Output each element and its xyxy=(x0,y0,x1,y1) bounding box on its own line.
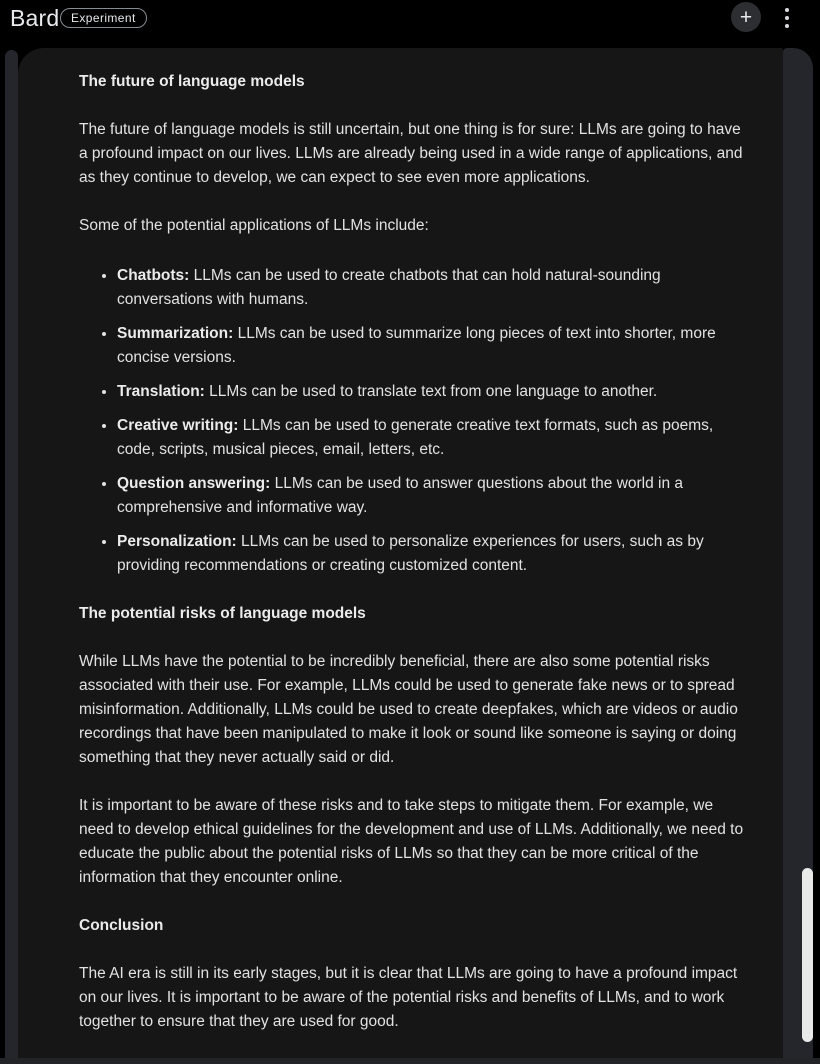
list-item-label: Translation: xyxy=(117,383,205,400)
bullet-list xyxy=(79,263,747,578)
kebab-menu-icon xyxy=(785,16,789,20)
list-item-label: Chatbots: xyxy=(117,267,190,284)
section-heading: The potential risks of language models xyxy=(79,605,366,622)
overflow-menu-button[interactable] xyxy=(780,7,793,29)
list-item: • Personalization: LLMs can be used to personalize experiences for users, such as by providing recommendations or creating customized content. xyxy=(117,529,747,578)
bard-logo: Bard xyxy=(10,5,60,31)
experiment-badge: Experiment xyxy=(60,8,147,28)
list-item-label: Personalization: xyxy=(117,533,237,550)
plus-icon: + xyxy=(739,5,753,29)
section-heading: Conclusion xyxy=(79,917,164,934)
list-item: • Translation: LLMs can be used to translate text from one language to another. xyxy=(117,379,747,404)
list-item: • Summarization: LLMs can be used to summarize long pieces of text into shorter, more concise versions. xyxy=(117,321,747,370)
paragraph: The AI era is still in its early stages, but it is clear that LLMs are going to have a profound impact on our lives. It is important to be aware of the potential risks and benefits of LLMs, and to work together to ensure that they are used for good. xyxy=(79,965,738,1030)
top-bar xyxy=(0,0,820,48)
section-heading: The future of language models xyxy=(79,73,305,90)
list-item-label: Summarization: xyxy=(117,325,234,342)
list-item-label: Creative writing: xyxy=(117,417,239,434)
paragraph: It is important to be aware of these risks and to take steps to mitigate them. For example, we need to develop ethical guidelines for the development and use of LLMs. Additionally, we need to educate the public about the potential risks of LLMs so that they can be more critical of the information that they encounter online. xyxy=(79,797,744,886)
new-conversation-button[interactable] xyxy=(731,2,761,32)
scrollbar-thumb[interactable] xyxy=(802,868,813,1042)
card-left-edge xyxy=(5,50,18,1058)
list-item-label: Question answering: xyxy=(117,475,271,492)
list-item: • Question answering: LLMs can be used to answer questions about the world in a comprehensive and informative way. xyxy=(117,471,747,520)
response-card xyxy=(18,48,783,1058)
response-content xyxy=(79,70,747,1034)
list-item: • Creative writing: LLMs can be used to generate creative text formats, such as poems, code, scripts, musical pieces, email, letters, etc. xyxy=(117,413,747,462)
paragraph: While LLMs have the potential to be incredibly beneficial, there are also some potential risks associated with their use. For example, LLMs could be used to generate fake news or to spread misinformation. Additionally, LLMs could be used to create deepfakes, which are videos or audio recordings that have been manipulated to make it look or sound like someone is saying or doing something that they never actually said or did. xyxy=(79,653,738,766)
list-item: • Chatbots: LLMs can be used to create chatbots that can hold natural-sounding conversations with humans. xyxy=(117,263,747,312)
paragraph: Some of the potential applications of LLMs include: xyxy=(79,217,429,234)
paragraph: The future of language models is still uncertain, but one thing is for sure: LLMs are going to have a profound impact on our lives. LLMs are already being used in a wide range of applications, and as they continue to develop, we can expect to see even more applications. xyxy=(79,121,743,186)
kebab-menu-icon xyxy=(785,8,789,12)
bottom-panel-edge xyxy=(0,1058,820,1064)
kebab-menu-icon xyxy=(785,24,789,28)
